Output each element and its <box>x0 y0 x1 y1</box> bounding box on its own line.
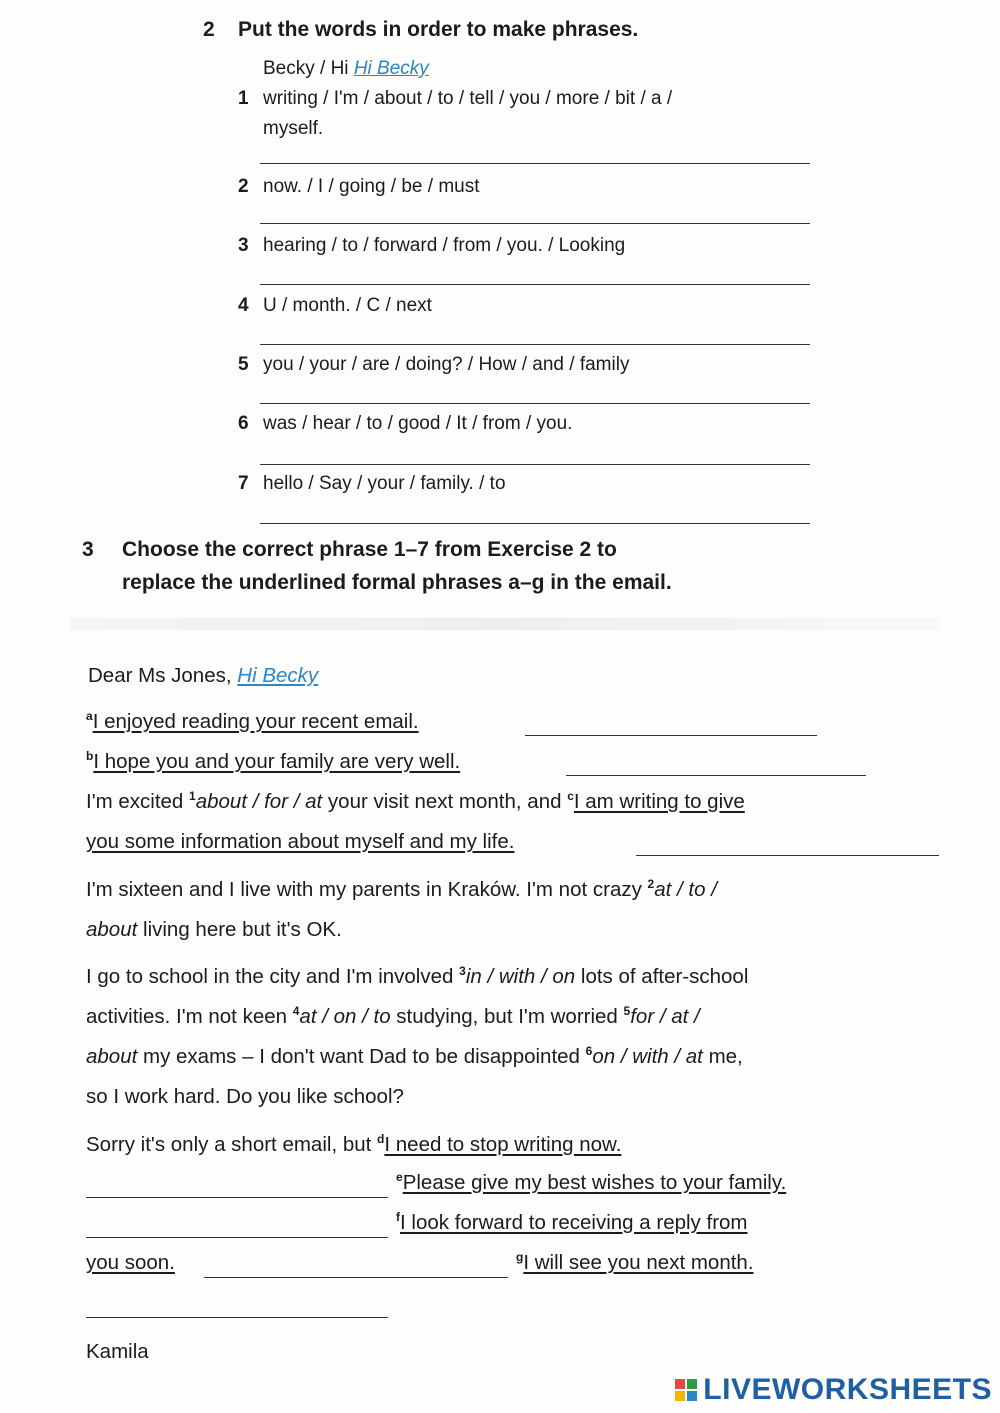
item-2-number: 2 <box>238 176 249 197</box>
answer-b-field[interactable] <box>566 750 866 776</box>
answer-a-field[interactable] <box>525 710 817 736</box>
phrase-f-line2: you soon. <box>86 1251 175 1274</box>
answer-e-field[interactable] <box>86 1212 388 1238</box>
email-signature: Kamila <box>86 1340 149 1363</box>
item-7-answer-field[interactable] <box>260 498 810 524</box>
greeting-formal: Dear Ms Jones, <box>88 664 232 687</box>
email-line-e <box>396 1163 786 1203</box>
para5-text-3: activities. I'm not keen <box>86 1005 293 1028</box>
example-words: Becky / Hi <box>263 58 349 79</box>
para6-text: Sorry it's only a short email, but <box>86 1133 378 1156</box>
gap-6-number: 6 <box>585 1044 593 1059</box>
item-4-words: U / month. / C / next <box>263 295 432 316</box>
greeting-answer: Hi Becky <box>237 664 319 687</box>
item-3-words: hearing / to / forward / from / you. / Looking <box>263 235 626 256</box>
exercise-2-instruction: Put the words in order to make phrases. <box>238 18 639 41</box>
exercise-2-number: 2 <box>203 18 215 41</box>
liveworksheets-logo <box>675 1373 992 1407</box>
item-6-answer-field[interactable] <box>260 439 810 465</box>
marker-f: f <box>396 1210 400 1225</box>
answer-c-field[interactable] <box>636 830 939 856</box>
email-line-f-cont <box>86 1243 175 1283</box>
item-7-number: 7 <box>238 473 249 494</box>
item-5-words: you / your / are / doing? / How / and / family <box>263 354 630 375</box>
gap-2-options[interactable]: at / to / <box>654 878 717 901</box>
item-4-number: 4 <box>238 295 249 316</box>
marker-c: c <box>567 789 574 804</box>
item-6-number: 6 <box>238 413 249 434</box>
gap-5-number: 5 <box>623 1004 631 1019</box>
marker-a: a <box>86 709 93 724</box>
phrase-f-line1: I look forward to receiving a reply from <box>400 1211 748 1234</box>
email-para-school-line4: so I work hard. Do you like school? <box>86 1085 404 1108</box>
item-1-words: writing / I'm / about / to / tell / you / more / bit / a / <box>263 88 673 109</box>
gap-4-number: 4 <box>292 1004 300 1019</box>
para4-text-end: living here but it's OK. <box>137 918 342 941</box>
para5-text-4: studying, but I'm worried <box>390 1005 624 1028</box>
phrase-c-line1: I am writing to give <box>573 790 745 813</box>
para5-text-2: lots of after-school <box>575 965 749 988</box>
para5-text-5: my exams – I don't want Dad to be disappointed <box>137 1045 586 1068</box>
exercise-3-instruction-line1: Choose the correct phrase 1–7 from Exercise 2 to <box>122 538 617 561</box>
email-para-krakow-line2 <box>86 910 342 950</box>
logo-square-green <box>687 1379 697 1389</box>
answer-d-field[interactable] <box>86 1172 388 1198</box>
email-para-school-line3 <box>86 1037 743 1077</box>
answer-g-field[interactable] <box>86 1292 388 1318</box>
email-para-school-line1 <box>86 957 748 997</box>
marker-g: g <box>516 1250 524 1265</box>
item-7-words: hello / Say / your / family. / to <box>263 473 506 494</box>
gap-4-options[interactable]: at / on / to <box>299 1005 391 1028</box>
phrase-d: I need to stop writing now. <box>384 1133 622 1156</box>
item-1-words-line2: myself. <box>263 118 324 139</box>
marker-b: b <box>86 749 94 764</box>
item-3-answer-field[interactable] <box>260 259 810 285</box>
email-line-a <box>86 702 419 742</box>
marker-e: e <box>396 1170 403 1185</box>
email-para-krakow-line1 <box>86 870 717 910</box>
item-6-words: was / hear / to / good / It / from / you. <box>263 413 573 434</box>
email-line-g <box>516 1243 754 1283</box>
para3-text-mid: your visit next month, and <box>322 790 568 813</box>
example-answer: Hi Becky <box>353 58 429 79</box>
item-1-answer-field[interactable] <box>260 138 810 164</box>
gap-1-options[interactable]: about / for / at <box>195 790 323 813</box>
example-prompt <box>263 58 429 80</box>
item-2-answer-field[interactable] <box>260 198 810 224</box>
phrase-b: I hope you and your family are very well. <box>93 750 461 773</box>
logo-square-red <box>675 1379 685 1389</box>
marker-d: d <box>377 1132 385 1147</box>
logo-square-blue <box>687 1391 697 1401</box>
scan-smudge <box>70 618 940 630</box>
para4-text: I'm sixteen and I live with my parents in Kraków. I'm not crazy <box>86 878 648 901</box>
gap-1-number: 1 <box>189 789 196 804</box>
gap-2-options-cont[interactable]: about <box>86 918 138 941</box>
para3-text-start: I'm excited <box>86 790 190 813</box>
phrase-a: I enjoyed reading your recent email. <box>92 710 419 733</box>
logo-icon <box>675 1379 697 1401</box>
logo-square-yellow <box>675 1391 685 1401</box>
item-4-answer-field[interactable] <box>260 319 810 345</box>
email-greeting <box>88 656 318 696</box>
email-para-visit-line2 <box>86 822 514 862</box>
email-para-sorry <box>86 1125 621 1165</box>
gap-5-options-cont[interactable]: about <box>86 1045 138 1068</box>
email-para-visit-line1 <box>86 782 745 822</box>
para5-text-6: me, <box>702 1045 743 1068</box>
item-3-number: 3 <box>238 235 249 256</box>
item-5-answer-field[interactable] <box>260 378 810 404</box>
para5-text-1: I go to school in the city and I'm involved <box>86 965 460 988</box>
exercise-3-instruction-line2: replace the underlined formal phrases a–g in the email. <box>122 571 672 594</box>
item-2-words: now. / I / going / be / must <box>263 176 480 197</box>
email-line-b <box>86 742 460 782</box>
gap-2-number: 2 <box>647 877 655 892</box>
exercise-3-number: 3 <box>82 538 94 561</box>
phrase-g: I will see you next month. <box>523 1251 754 1274</box>
answer-f-field[interactable] <box>204 1252 508 1278</box>
item-1-number: 1 <box>238 88 249 109</box>
gap-3-number: 3 <box>459 964 466 979</box>
phrase-e: Please give my best wishes to your family. <box>402 1171 787 1194</box>
phrase-c-line2: you some information about myself and my life. <box>86 830 515 853</box>
gap-6-options[interactable]: on / with / at <box>592 1045 703 1068</box>
gap-5-options[interactable]: for / at / <box>630 1005 700 1028</box>
gap-3-options[interactable]: in / with / on <box>465 965 576 988</box>
email-line-f <box>396 1203 748 1243</box>
logo-text: LIVEWORKSHEETS <box>703 1373 992 1406</box>
email-para-school-line2 <box>86 997 700 1037</box>
item-5-number: 5 <box>238 354 249 375</box>
